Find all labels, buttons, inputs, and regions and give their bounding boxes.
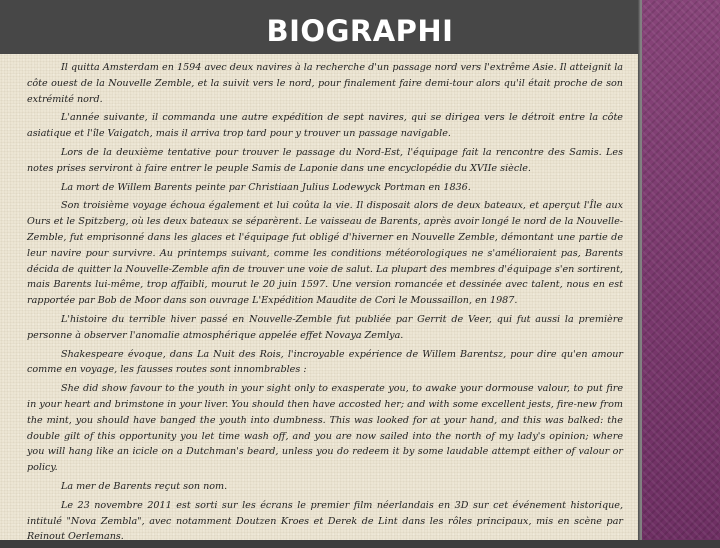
paragraph-5: Son troisième voyage échoua également et lui coûta la vie. Il disposait alors de deux bateaux, et aperçut l'Île aux Ours et le Spitzberg, où les deux bateaux se séparèrent. Le vaisseau de Barents, après avoir longé le nord de la Nouvelle-Zemble, fut emprisonné dans les glaces et l'équipage fut obligé d'hiverner en Nouvelle Zemble, démontant une partie de leur navire pour survivre. Au printemps suivant, comme les conditions météorologiques ne s'amélioraient pas, Barents décida de quitter la Nouvelle-Zemble afin de trouver une voie de salut. La plupart des membres d'équipage s'en sortirent, mais Barents lui-même, trop affaibli, mourut le 20 juin 1597. Une version romancée et dessinée avec talent, nous en est rapportée par Bob de Moor dans son ouvrage L'Expédition Maudite de Cori le Moussaillon, en 1987. [27,200,623,307]
paragraph-6: L'histoire du terrible hiver passé en Nouvelle-Zemble fut publiée par Gerrit de Veer, qui fut aussi la première personne à observer l'anomalie atmosphérique appelée effet Novaya Zemlya. [27,313,623,341]
paragraph-9: La mer de Barents reçut son nom. [61,480,228,492]
decorative-sidebar [642,0,720,540]
page-title: BIOGRAPHI [266,14,454,48]
paragraph-3: Lors de la deuxième tentative pour trouver le passage du Nord-Est, l'équipage fait la rencontre des Samis. Les notes prises serviront à faire entrer le peuple Samis de Laponie dans une encyclopédie du XVIIe siècle. [27,146,623,174]
paragraph-1: Il quitta Amsterdam en 1594 avec deux navires à la recherche d'un passage nord vers l'extrême Asie. Il atteignit la côte ouest de la Nouvelle Zemble, et la suivit vers le nord, pour finalement faire demi-tour alors qu'il était proche de son extrémité nord. [27,62,623,105]
paragraph-7: Shakespeare évoque, dans La Nuit des Rois, l'incroyable expérience de Willem Barentsz, pour dire qu'en amour comme en voyage, les fausses routes sont innombrables : [27,348,623,376]
biography-text [27,60,623,548]
paragraph-4: La mort de Willem Barents peinte par Christiaan Julius Lodewyck Portman en 1836. [61,181,471,193]
paragraph-8-quote: She did show favour to the youth in your sight only to exasperate you, to awake your dormouse valour, to put fire in your heart and brimstone in your liver. You should then have accosted her; and with some excellent jests, fire-new from the mint, you should have banged the youth into dumbness. This was looked for at your hand, and this was balked: the double gilt of this opportunity you let time wash off, and you are now sailed into the north of my lady's opinion; where you will hang like an icicle on a Dutchman's beard, unless you do redeem it by some laudable attempt either of valour or policy. [27,383,623,474]
paragraph-10: Le 23 novembre 2011 est sorti sur les écrans le premier film néerlandais en 3D sur cet événement historique, intitulé "Nova Zembla", avec notamment Doutzen Kroes et Derek de Lint dans les rôles principaux, mis en scène par Reinout Oerlemans. [27,499,623,543]
paragraph-2: L'année suivante, il commanda une autre expédition de sept navires, qui se dirigea vers le détroit entre la côte asiatique et l'île Vaigatch, mais il arriva trop tard pour y trouver un passage navigable. [27,112,623,140]
